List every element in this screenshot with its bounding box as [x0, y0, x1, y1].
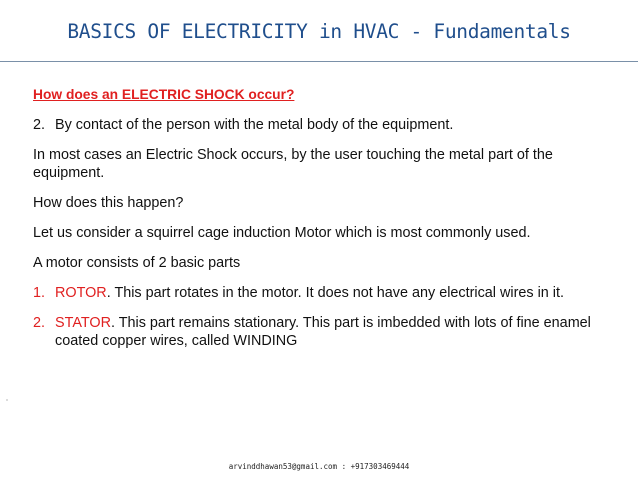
point-2	[33, 116, 593, 134]
list-number: 1.	[33, 285, 46, 301]
paragraph-motor: Let us consider a squirrel cage induction Motor which is most commonly used.	[33, 225, 531, 241]
point-2-text: By contact of the person with the metal body of the equipment.	[55, 117, 454, 133]
list-number: 2.	[33, 315, 46, 331]
question-heading	[33, 86, 593, 104]
decorative-dot	[6, 399, 8, 401]
part-description-stator: . This part remains stationary. This part is imbedded with lots of fine enamel coated copper wires, called WINDING	[55, 315, 591, 349]
question-text: How does an ELECTRIC SHOCK occur?	[33, 87, 295, 102]
slide-title: BASICS OF ELECTRICITY in HVAC - Fundamentals	[67, 20, 571, 43]
list-text	[55, 314, 593, 350]
slide-body	[33, 86, 593, 362]
list-item-stator	[33, 314, 593, 350]
point-2-number: 2.	[33, 117, 46, 133]
footer-contact: arvinddhawan53@gmail.com : +917303469444	[228, 462, 410, 471]
paragraph-parts-intro: A motor consists of 2 basic parts	[33, 255, 241, 271]
paragraph-shock-cause: In most cases an Electric Shock occurs, by the user touching the metal part of the equipment.	[33, 147, 553, 181]
paragraph-how: How does this happen?	[33, 195, 184, 211]
part-name-rotor: ROTOR	[55, 285, 107, 301]
part-description-rotor: . This part rotates in the motor. It does not have any electrical wires in it.	[106, 285, 564, 301]
title-divider	[0, 61, 638, 62]
part-name-stator: STATOR	[55, 315, 111, 331]
list-item-rotor	[33, 284, 593, 302]
list-text	[55, 284, 593, 302]
